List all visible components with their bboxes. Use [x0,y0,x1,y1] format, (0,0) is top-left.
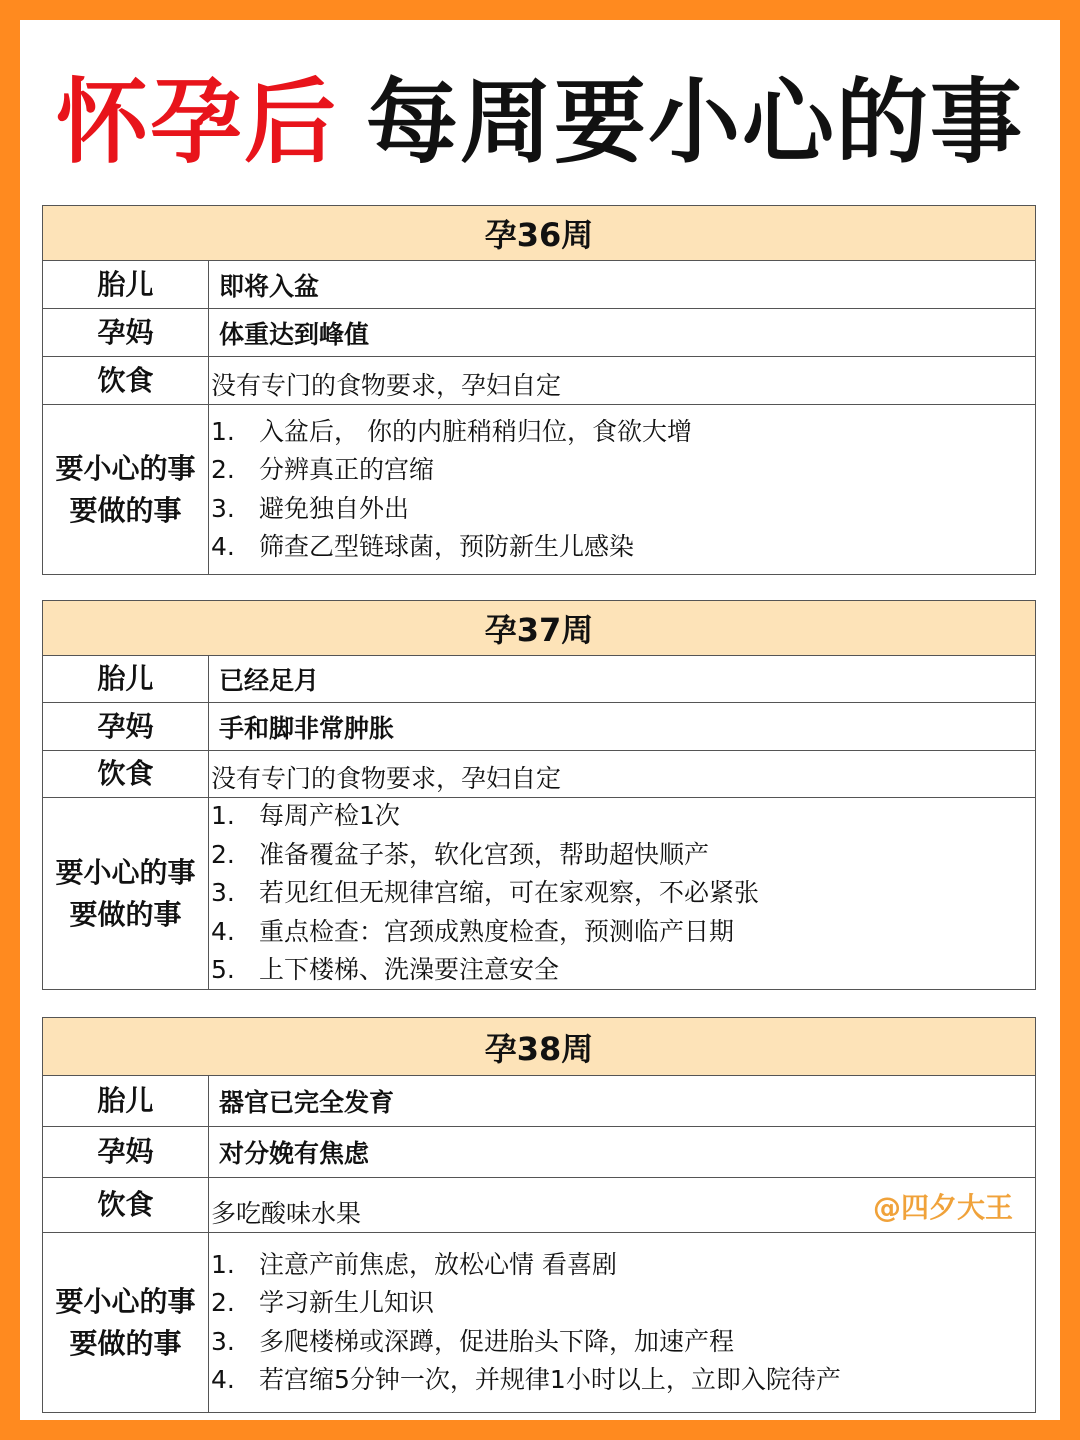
list-item [211,797,400,836]
diet-label: 饮食 [43,1178,209,1232]
item-text: 准备覆盆子茶，软化宫颈，帮助超快顺产 [259,839,710,869]
care-label [43,1233,209,1412]
care-row [43,405,1035,574]
title-red: 怀孕后 [55,69,338,176]
fetus-row [43,261,1035,309]
title-black: 每周要小心的事 [366,69,1025,176]
item-number: 2. [211,1288,235,1317]
week-header: 孕36周 [43,206,1035,261]
list-item [211,490,409,529]
care-list [209,798,1035,989]
list-item [211,1246,617,1285]
item-text: 若宫缩5分钟一次，并规律1小时以上，立即入院待产 [259,1365,841,1394]
fetus-label: 胎儿 [43,656,209,702]
item-number: 4. [211,1365,235,1394]
item-text: 入盆后， 你的内脏稍稍归位，食欲大增 [259,416,692,446]
mother-value: 手和脚非常肿胀 [219,713,395,743]
list-item [211,1284,434,1323]
care-label-line-2: 要做的事 [69,493,182,527]
page [20,20,1060,1420]
item-text: 多爬楼梯或深蹲，促进胎头下降，加速产程 [259,1326,735,1356]
fetus-value: 已经足月 [219,666,320,695]
mother-label: 孕妈 [43,309,209,356]
diet-row [43,357,1035,405]
item-text: 避免独自外出 [259,493,410,523]
item-text: 注意产前焦虑，放松心情 看喜剧 [259,1249,617,1279]
diet-value: 没有专门的食物要求，孕妇自定 [211,764,562,793]
fetus-value: 即将入盆 [219,271,320,301]
list-item [211,951,559,990]
diet-label: 饮食 [43,357,209,404]
mother-row [43,703,1035,751]
care-label-line-2: 要做的事 [69,897,182,931]
list-item [211,874,759,913]
mother-row [43,309,1035,357]
list-item [211,1361,841,1400]
mother-label: 孕妈 [43,703,209,750]
care-row [43,1233,1035,1412]
item-text: 每周产检1次 [259,801,400,831]
fetus-label: 胎儿 [43,1076,209,1126]
item-number: 4. [211,532,235,561]
author-watermark: @四夕大王 [872,1191,1013,1224]
item-number: 3. [211,493,235,523]
mother-value: 对分娩有焦虑 [219,1139,370,1168]
diet-row [43,1178,1035,1233]
list-item [211,913,734,952]
section-week-37 [42,600,1036,990]
section-week-36 [42,205,1036,575]
care-label [43,798,209,989]
item-text: 重点检查：宫颈成熟度检查，预测临产日期 [259,916,735,946]
fetus-row [43,656,1035,703]
item-number: 5. [211,955,235,985]
care-label-line-2: 要做的事 [69,1326,182,1360]
care-label-line-1: 要小心的事 [55,855,196,889]
mother-value: 体重达到峰值 [219,319,370,349]
fetus-row [43,1076,1035,1127]
list-item [211,1323,734,1362]
mother-label: 孕妈 [43,1127,209,1177]
diet-value: 没有专门的食物要求，孕妇自定 [211,371,562,400]
item-number: 1. [211,1249,235,1279]
item-text: 筛查乙型链球菌，预防新生儿感染 [259,532,635,561]
care-label-line-1: 要小心的事 [55,1284,196,1318]
item-number: 3. [211,1326,235,1356]
diet-value: 多吃酸味水果 [211,1199,362,1228]
section-week-38 [42,1017,1036,1413]
diet-row [43,751,1035,798]
item-number: 3. [211,878,235,908]
diet-label: 饮食 [43,751,209,797]
list-item [211,528,634,567]
list-item [211,413,692,452]
item-number: 2. [211,455,235,484]
week-header: 孕37周 [43,601,1035,656]
fetus-value: 器官已完全发育 [219,1088,395,1117]
fetus-label: 胎儿 [43,261,209,308]
care-label [43,405,209,574]
page-title [20,68,1060,178]
care-list [209,405,1035,574]
care-label-line-1: 要小心的事 [55,451,196,485]
item-number: 4. [211,916,235,946]
item-text: 分辨真正的宫缩 [259,455,435,484]
mother-row [43,1127,1035,1178]
care-list [209,1233,1035,1412]
item-number: 1. [211,416,235,446]
item-text: 学习新生儿知识 [259,1288,435,1317]
item-number: 1. [211,801,235,831]
list-item [211,451,434,490]
item-text: 若见红但无规律宫缩，可在家观察，不必紧张 [259,878,760,908]
list-item [211,836,709,875]
item-number: 2. [211,839,235,869]
care-row [43,798,1035,989]
item-text: 上下楼梯、洗澡要注意安全 [259,955,560,985]
week-header: 孕38周 [43,1018,1035,1076]
